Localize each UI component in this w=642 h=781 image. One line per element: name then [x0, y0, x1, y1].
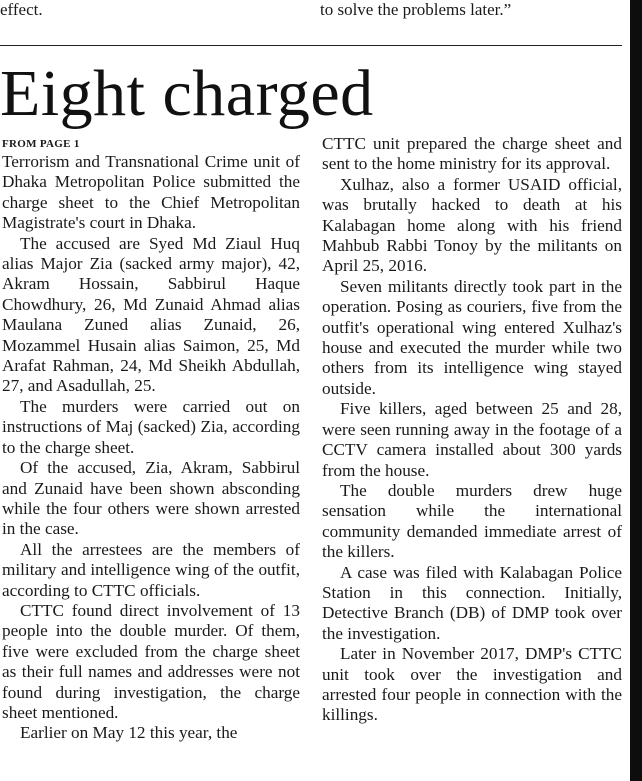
paragraph: CTTC unit prepared the charge sheet and sent to the home ministry for its approval. [322, 134, 622, 174]
article-headline: Eight charged [0, 57, 374, 130]
paragraph: The murders were carried out on instructions of Maj (sacked) Zia, according to the charge sheet. [2, 396, 300, 457]
section-divider [0, 45, 622, 46]
page-edge-shadow [630, 0, 642, 781]
paragraph: Seven militants directly took part in the operation. Posing as couriers, five from the outfit's operational wing entered Xulhaz's house and executed the murder while two others from its intelligence wing stayed outside. [322, 276, 622, 398]
paragraph: Terrorism and Transnational Crime unit of Dhaka Metropolitan Police submitted the charge sheet to the Chief Metropolitan Magistrate's court in Dhaka. [2, 152, 300, 233]
paragraph: Xulhaz, also a former USAID official, was brutally hacked to death at his Kalabagan home along with his friend Mahbub Rabbi Tonoy by the militants on April 25, 2016. [322, 174, 622, 276]
article-kicker: FROM PAGE 1 [2, 138, 80, 150]
paragraph: The accused are Syed Md Ziaul Huq alias Major Zia (sacked army major), 42, Akram Hossain, Sabbirul Haque Chowdhury, 26, Md Zunaid Ahmad alias Maulana Zuned alias Zunaid, 26, Mozammel Husain alias Saimon, 25, Md Arafat Rahman, 24, Md Sheikh Abdullah, 27, and Asadullah, 25. [2, 233, 300, 396]
paragraph: Of the accused, Zia, Akram, Sabbirul and Zunaid have been shown absconding while the four others were shown arrested in the case. [2, 458, 300, 539]
article-column-right [322, 134, 622, 726]
paragraph: Earlier on May 12 this year, the [20, 723, 238, 743]
article-column-left [2, 136, 300, 744]
paragraph: The double murders drew huge sensation while the international community demanded immediate arrest of the killers. [322, 480, 622, 562]
paragraph: A case was filed with Kalabagan Police Station in this connection. Initially, Detective Branch (DB) of DMP took over the investigation. [322, 562, 622, 643]
paragraph: CTTC found direct involvement of 13 people into the double murder. Of them, five were excluded from the charge sheet as their full names and addresses were not found during investigation, the charge sheet mentioned. [2, 600, 300, 722]
previous-article-left-snippet: effect. [0, 0, 43, 19]
paragraph: Later in November 2017, DMP's CTTC unit took over the investigation and arrested four people in connection with the killings. [322, 644, 622, 725]
paragraph: Five killers, aged between 25 and 28, were seen running away in the footage of a CCTV camera installed about 300 yards from the house. [322, 399, 622, 480]
paragraph: All the arrestees are the members of military and intelligence wing of the outfit, according to CTTC officials. [2, 539, 300, 600]
previous-article-right-snippet: to solve the problems later.” [320, 0, 512, 19]
